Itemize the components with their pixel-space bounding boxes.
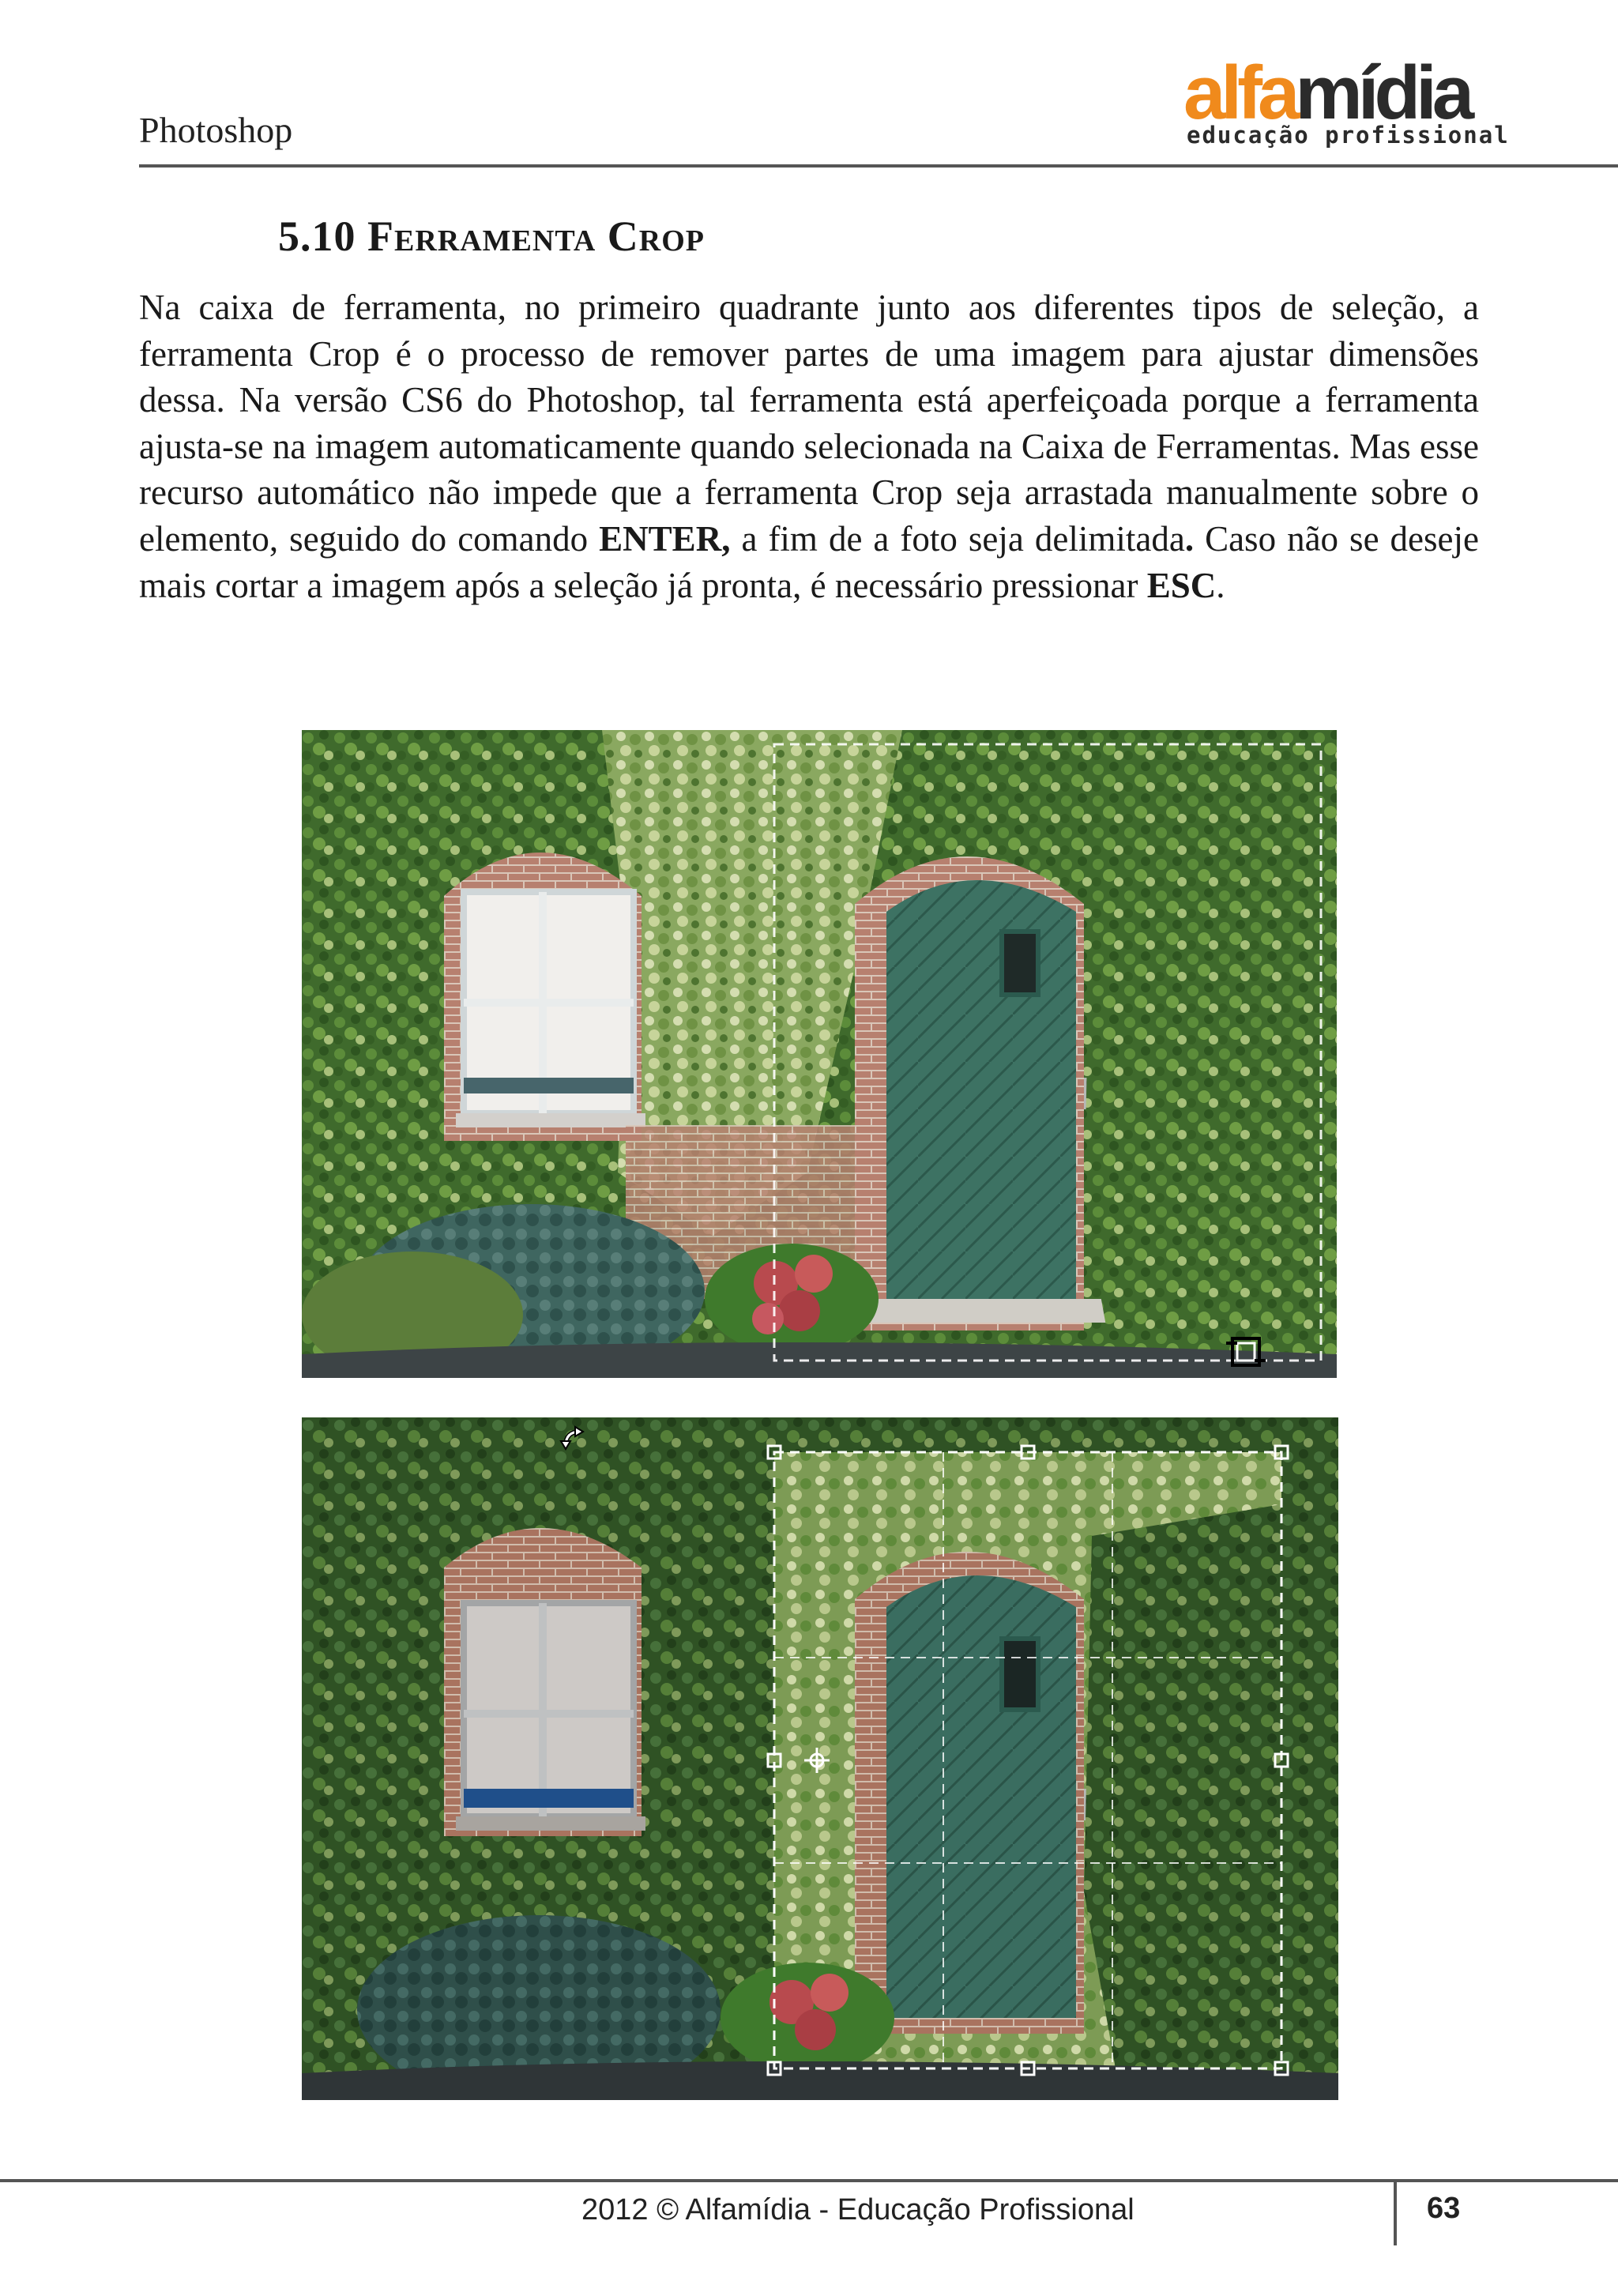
- logo-midia: mídia: [1295, 51, 1470, 135]
- esc-key-text: ESC: [1146, 565, 1217, 605]
- paragraph-text-3: Caso não se deseje mais cortar a imagem após a seleção já pronta, é necessário pressionar: [139, 518, 1479, 605]
- paragraph-bold-period: .: [1184, 518, 1195, 559]
- header-rule: [139, 164, 1618, 167]
- enter-key-text: ENTER,: [599, 518, 731, 559]
- paragraph-text-4: .: [1216, 565, 1225, 605]
- page-number: 63: [1427, 2192, 1461, 2225]
- ivy-house-photo-2: [302, 1417, 1338, 2100]
- footer-divider: [1394, 2182, 1397, 2245]
- footer-copyright: 2012 © Alfamídia - Educação Profissional: [581, 2193, 1134, 2226]
- paragraph-text-2: a fim de a foto seja delimitada: [730, 518, 1185, 559]
- section-title: 5.10 Ferramenta Crop: [278, 213, 705, 260]
- logo-alfa: alfa: [1183, 51, 1296, 135]
- header-title: Photoshop: [139, 110, 293, 150]
- crop-photo-selection: [302, 1417, 1338, 2100]
- alfamidia-logo: [1183, 51, 1510, 150]
- footer-rule: [0, 2179, 1618, 2182]
- logo-tagline: educação profissional: [1187, 122, 1510, 149]
- logo-wordmark: [1183, 51, 1470, 135]
- paragraph-text-1: Na caixa de ferramenta, no primeiro quadrante junto aos diferentes tipos de seleção, a ferramenta Crop é o processo de remover partes de uma imagem para ajustar dimensões dessa. Na versão CS6 do Photoshop, tal ferramenta está aperfeiçoada porque a ferramenta ajusta-se na imagem automaticamente quando selecionada na Caixa de Ferramentas. Mas esse recurso automático não impede que a ferramenta Crop seja arrastada manualmente sobre o elemento, seguido do comando: [139, 288, 1479, 559]
- crop-photo-before: [302, 730, 1337, 1378]
- ivy-house-photo-1: [302, 730, 1337, 1378]
- body-paragraph: [139, 284, 1479, 608]
